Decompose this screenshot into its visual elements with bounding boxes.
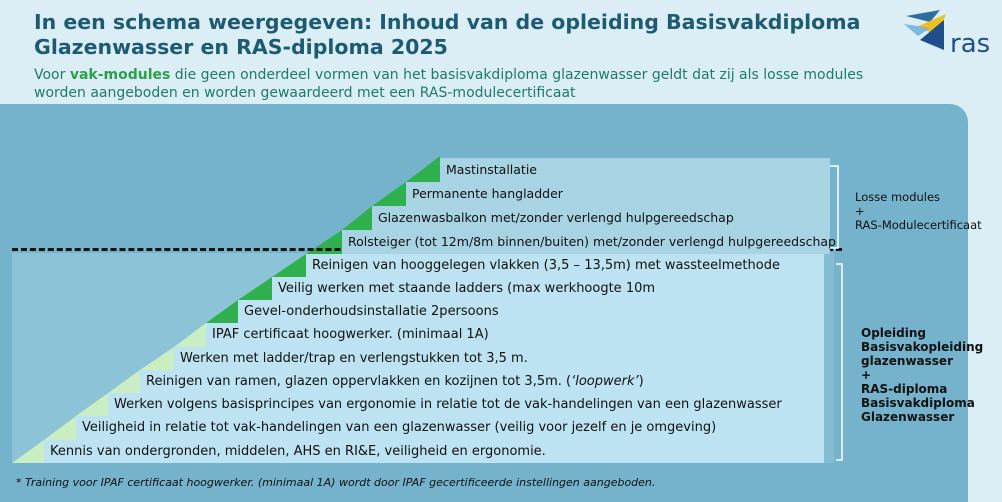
step-label: Kennis van ondergronden, middelen, AHS en RI&E, veiligheid en ergonomie. xyxy=(50,444,546,459)
step-row xyxy=(306,254,824,277)
step-row xyxy=(44,440,824,463)
side-bottom-line: glazenwasser xyxy=(861,354,953,368)
step-row xyxy=(272,277,824,300)
step-row xyxy=(108,393,824,416)
step-label-emphasis: ‘loopwerk’ xyxy=(571,374,639,389)
step-row xyxy=(140,370,824,393)
step-label: Werken volgens basisprincipes van ergonomie in relatie tot de vak-handelingen van een glazenwasser xyxy=(114,397,782,412)
step-label: Mastinstallatie xyxy=(446,162,537,177)
side-bottom-line: RAS-diploma xyxy=(861,382,948,396)
side-bottom-line: Basisvakopleiding xyxy=(861,340,984,354)
basis-opleiding-label xyxy=(861,326,1001,424)
step-row xyxy=(406,182,830,206)
brackets xyxy=(826,164,848,464)
stair-triangle-1 xyxy=(406,156,440,182)
stair-triangle-13 xyxy=(12,440,44,463)
side-bottom-line: Opleiding xyxy=(861,326,926,340)
step-row xyxy=(76,416,824,440)
bracket-top xyxy=(830,166,838,248)
logo-text: ras xyxy=(950,29,991,59)
stair-triangle-6 xyxy=(238,277,272,300)
footnote: * Training voor IPAF certificaat hoogwerker. (minimaal 1A) wordt door IPAF gecertificeerde instellingen aangeboden. xyxy=(16,476,656,489)
stair-triangle-9 xyxy=(140,347,174,370)
step-label: Reinigen van ramen, glazen oppervlakken en kozijnen tot 3,5m. ( xyxy=(146,374,572,389)
step-label: Veilig werken met staande ladders (max werkhoogte 10m xyxy=(278,281,656,296)
title-line-2: Glazenwasser en RAS-diploma 2025 xyxy=(34,35,448,59)
step-label: Reinigen van hooggelegen vlakken (3,5 – 13,5m) met wassteelmethode xyxy=(312,258,780,273)
step-label: Werken met ladder/trap en verlengstukken tot 3,5 m. xyxy=(180,351,528,366)
step-row xyxy=(372,206,830,230)
step-label-end: ) xyxy=(638,374,644,389)
side-bottom-line: + xyxy=(861,368,872,382)
side-bottom-line: Basisvakdiploma xyxy=(861,396,975,410)
step-row xyxy=(206,323,824,347)
side-top-line: RAS-Modulecertificaat xyxy=(855,218,982,232)
losse-modules-label xyxy=(855,190,995,232)
step-row xyxy=(342,230,836,254)
side-bottom-line: Glazenwasser xyxy=(861,410,955,424)
stair-triangle-8 xyxy=(174,323,206,347)
stair-triangle-12 xyxy=(44,416,76,440)
stair-triangle-11 xyxy=(76,393,108,416)
step-row xyxy=(440,158,830,182)
side-top-line: + xyxy=(855,204,865,218)
step-label: Gevel-onderhoudsinstallatie 2persoons xyxy=(244,304,499,319)
stair-triangle-7 xyxy=(206,300,238,323)
step-row xyxy=(238,300,824,323)
step-row xyxy=(174,347,824,370)
side-top-line: Losse modules xyxy=(855,190,941,204)
step-label: Glazenwasbalkon met/zonder verlengd hulpgereedschap xyxy=(378,210,734,225)
step-label: Rolsteiger (tot 12m/8m binnen/buiten) met/zonder verlengd hulpgereedschap xyxy=(348,234,836,249)
stair-triangle-3 xyxy=(342,206,372,230)
stair-triangle-2 xyxy=(372,182,406,206)
step-label: Veiligheid in relatie tot vak-handelingen van een glazenwasser (veilig voor jezelf en je omgeving) xyxy=(82,420,717,435)
subtitle-rest: die geen onderdeel vormen van het basisvakdiploma glazenwasser geldt dat zij als losse modules worden aangeboden en worden gewaardeerd met een RAS-modulecertificaat xyxy=(34,67,864,101)
bracket-bottom xyxy=(836,264,842,460)
stair-triangle-10 xyxy=(108,370,140,393)
step-label: IPAF certificaat hoogwerker. (minimaal 1A) xyxy=(212,327,489,342)
step-label: Permanente hangladder xyxy=(412,186,563,201)
title-line-1: In een schema weergegeven: Inhoud van de opleiding Basisvakdiploma xyxy=(34,10,861,34)
stair-triangle-5 xyxy=(272,254,306,277)
subtitle-highlight: vak-modules xyxy=(69,67,171,83)
subtitle-prefix: Voor xyxy=(34,67,70,83)
